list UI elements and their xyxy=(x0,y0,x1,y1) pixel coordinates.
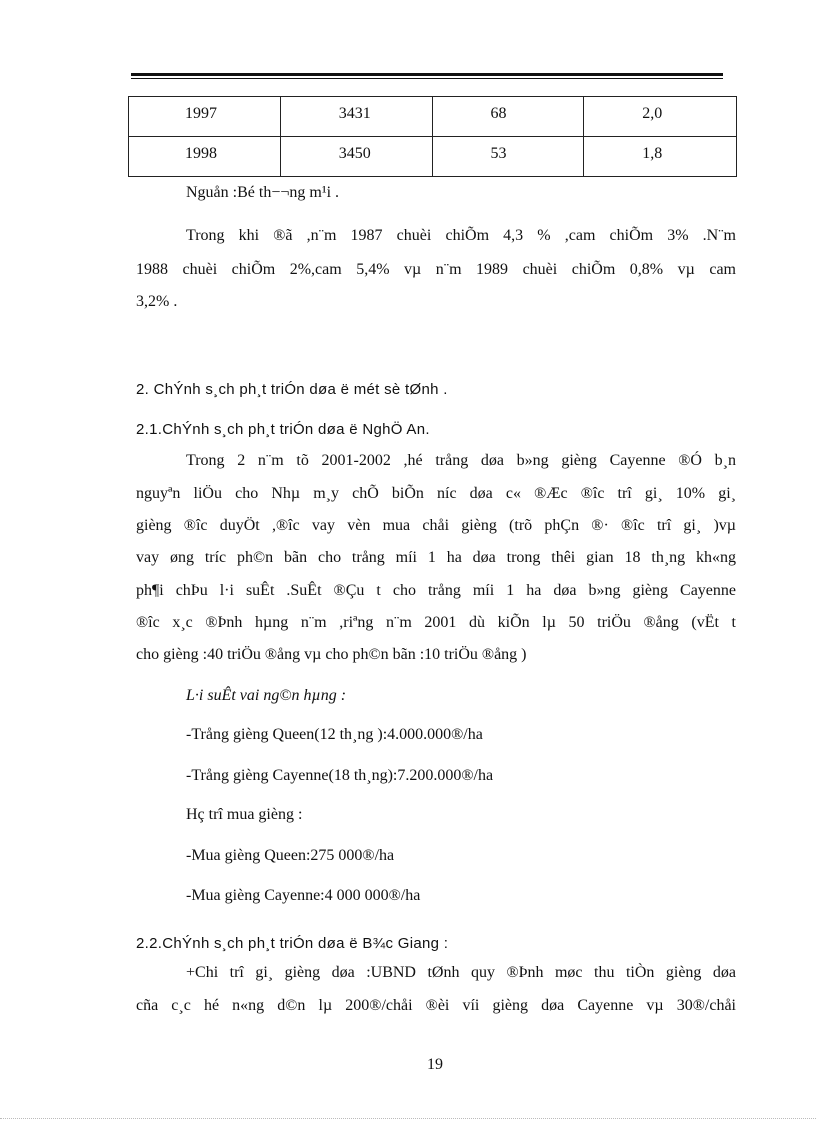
page-number: 19 xyxy=(427,1056,443,1073)
table-cell-percent: 2,0 xyxy=(584,97,737,137)
table-cell-count: 53 xyxy=(432,137,584,177)
header-rule-thin xyxy=(131,78,723,79)
table-cell-value: 3450 xyxy=(280,137,432,177)
interest-rate-heading: L·i suÊt vai ng©n hµng : xyxy=(186,687,347,704)
list-item: Hç trî mua gièng : xyxy=(186,806,303,823)
table-cell-year: 1998 xyxy=(129,137,281,177)
paragraph-line: cho gièng :40 triÖu ®ång vµ cho ph©n bãn :10 triÖu ®ång ) xyxy=(136,646,527,663)
section-heading-2-2: 2.2.ChÝnh s¸ch ph¸t triÓn døa ë B¾c Giang : xyxy=(136,935,449,952)
header-rule-thick xyxy=(131,73,723,76)
paragraph-line: 3,2% . xyxy=(136,293,178,310)
table-row xyxy=(129,97,737,137)
paragraph-line: +Chi trî gi¸ gièng døa :UBND tØnh quy ®Þnh møc thu tiÒn gièng døa xyxy=(186,964,736,981)
page-bottom-border xyxy=(0,1118,816,1119)
statistics-table xyxy=(128,96,737,177)
table-cell-year: 1997 xyxy=(129,97,281,137)
paragraph-line: Trong khi ®ã ,n¨m 1987 chuèi chiÕm 4,3 % ,cam chiÕm 3% .N¨m xyxy=(186,227,736,244)
list-item: -Trång gièng Cayenne(18 th¸ng):7.200.000®/ha xyxy=(186,767,494,784)
list-item: -Mua gièng Cayenne:4 000 000®/ha xyxy=(186,887,421,904)
paragraph-line: ®îc x¸c ®Þnh hµng n¨m ,riªng n¨m 2001 dù kiÕn lµ 50 triÖu ®ång (vËt t xyxy=(136,614,736,631)
paragraph-line: cña c¸c hé n«ng d©n lµ 200®/chåi ®èi víi gièng døa Cayenne vµ 30®/chåi xyxy=(136,997,736,1014)
table-row xyxy=(129,137,737,177)
list-item: -Mua gièng Queen:275 000®/ha xyxy=(186,847,395,864)
section-heading-2-1: 2.1.ChÝnh s¸ch ph¸t triÓn døa ë NghÖ An. xyxy=(136,421,430,438)
paragraph-line: nguyªn liÖu cho Nhµ m¸y chÕ biÕn níc døa c« ®Æc ®îc trî gi¸ 10% gi¸ xyxy=(136,485,736,502)
table-cell-percent: 1,8 xyxy=(584,137,737,177)
paragraph-line: ph¶i chÞu l·i suÊt .SuÊt ®Çu t cho trång míi 1 ha døa b»ng gièng Cayenne xyxy=(136,582,736,599)
table-cell-value: 3431 xyxy=(280,97,432,137)
section-heading-2: 2. ChÝnh s¸ch ph¸t triÓn døa ë mét sè tØnh . xyxy=(136,381,448,398)
paragraph-line: 1988 chuèi chiÕm 2%,cam 5,4% vµ n¨m 1989 chuèi chiÕm 0,8% vµ cam xyxy=(136,261,736,278)
paragraph-line: vay øng tríc ph©n bãn cho trång míi 1 ha døa trong thêi gian 18 th¸ng kh«ng xyxy=(136,549,736,566)
list-item: -Trång gièng Queen(12 th¸ng ):4.000.000®/ha xyxy=(186,726,483,743)
paragraph-line: gièng ®îc duyÖt ,®îc vay vèn mua chåi gièng (trõ phÇn ®· ®îc trî gi¸ )vµ xyxy=(136,517,736,534)
table-source-note: Nguån :Bé th−¬ng m¹i . xyxy=(186,184,340,201)
paragraph-line: Trong 2 n¨m tõ 2001-2002 ,hé trång døa b»ng gièng Cayenne ®Ó b¸n xyxy=(186,452,736,469)
table-cell-count: 68 xyxy=(432,97,584,137)
